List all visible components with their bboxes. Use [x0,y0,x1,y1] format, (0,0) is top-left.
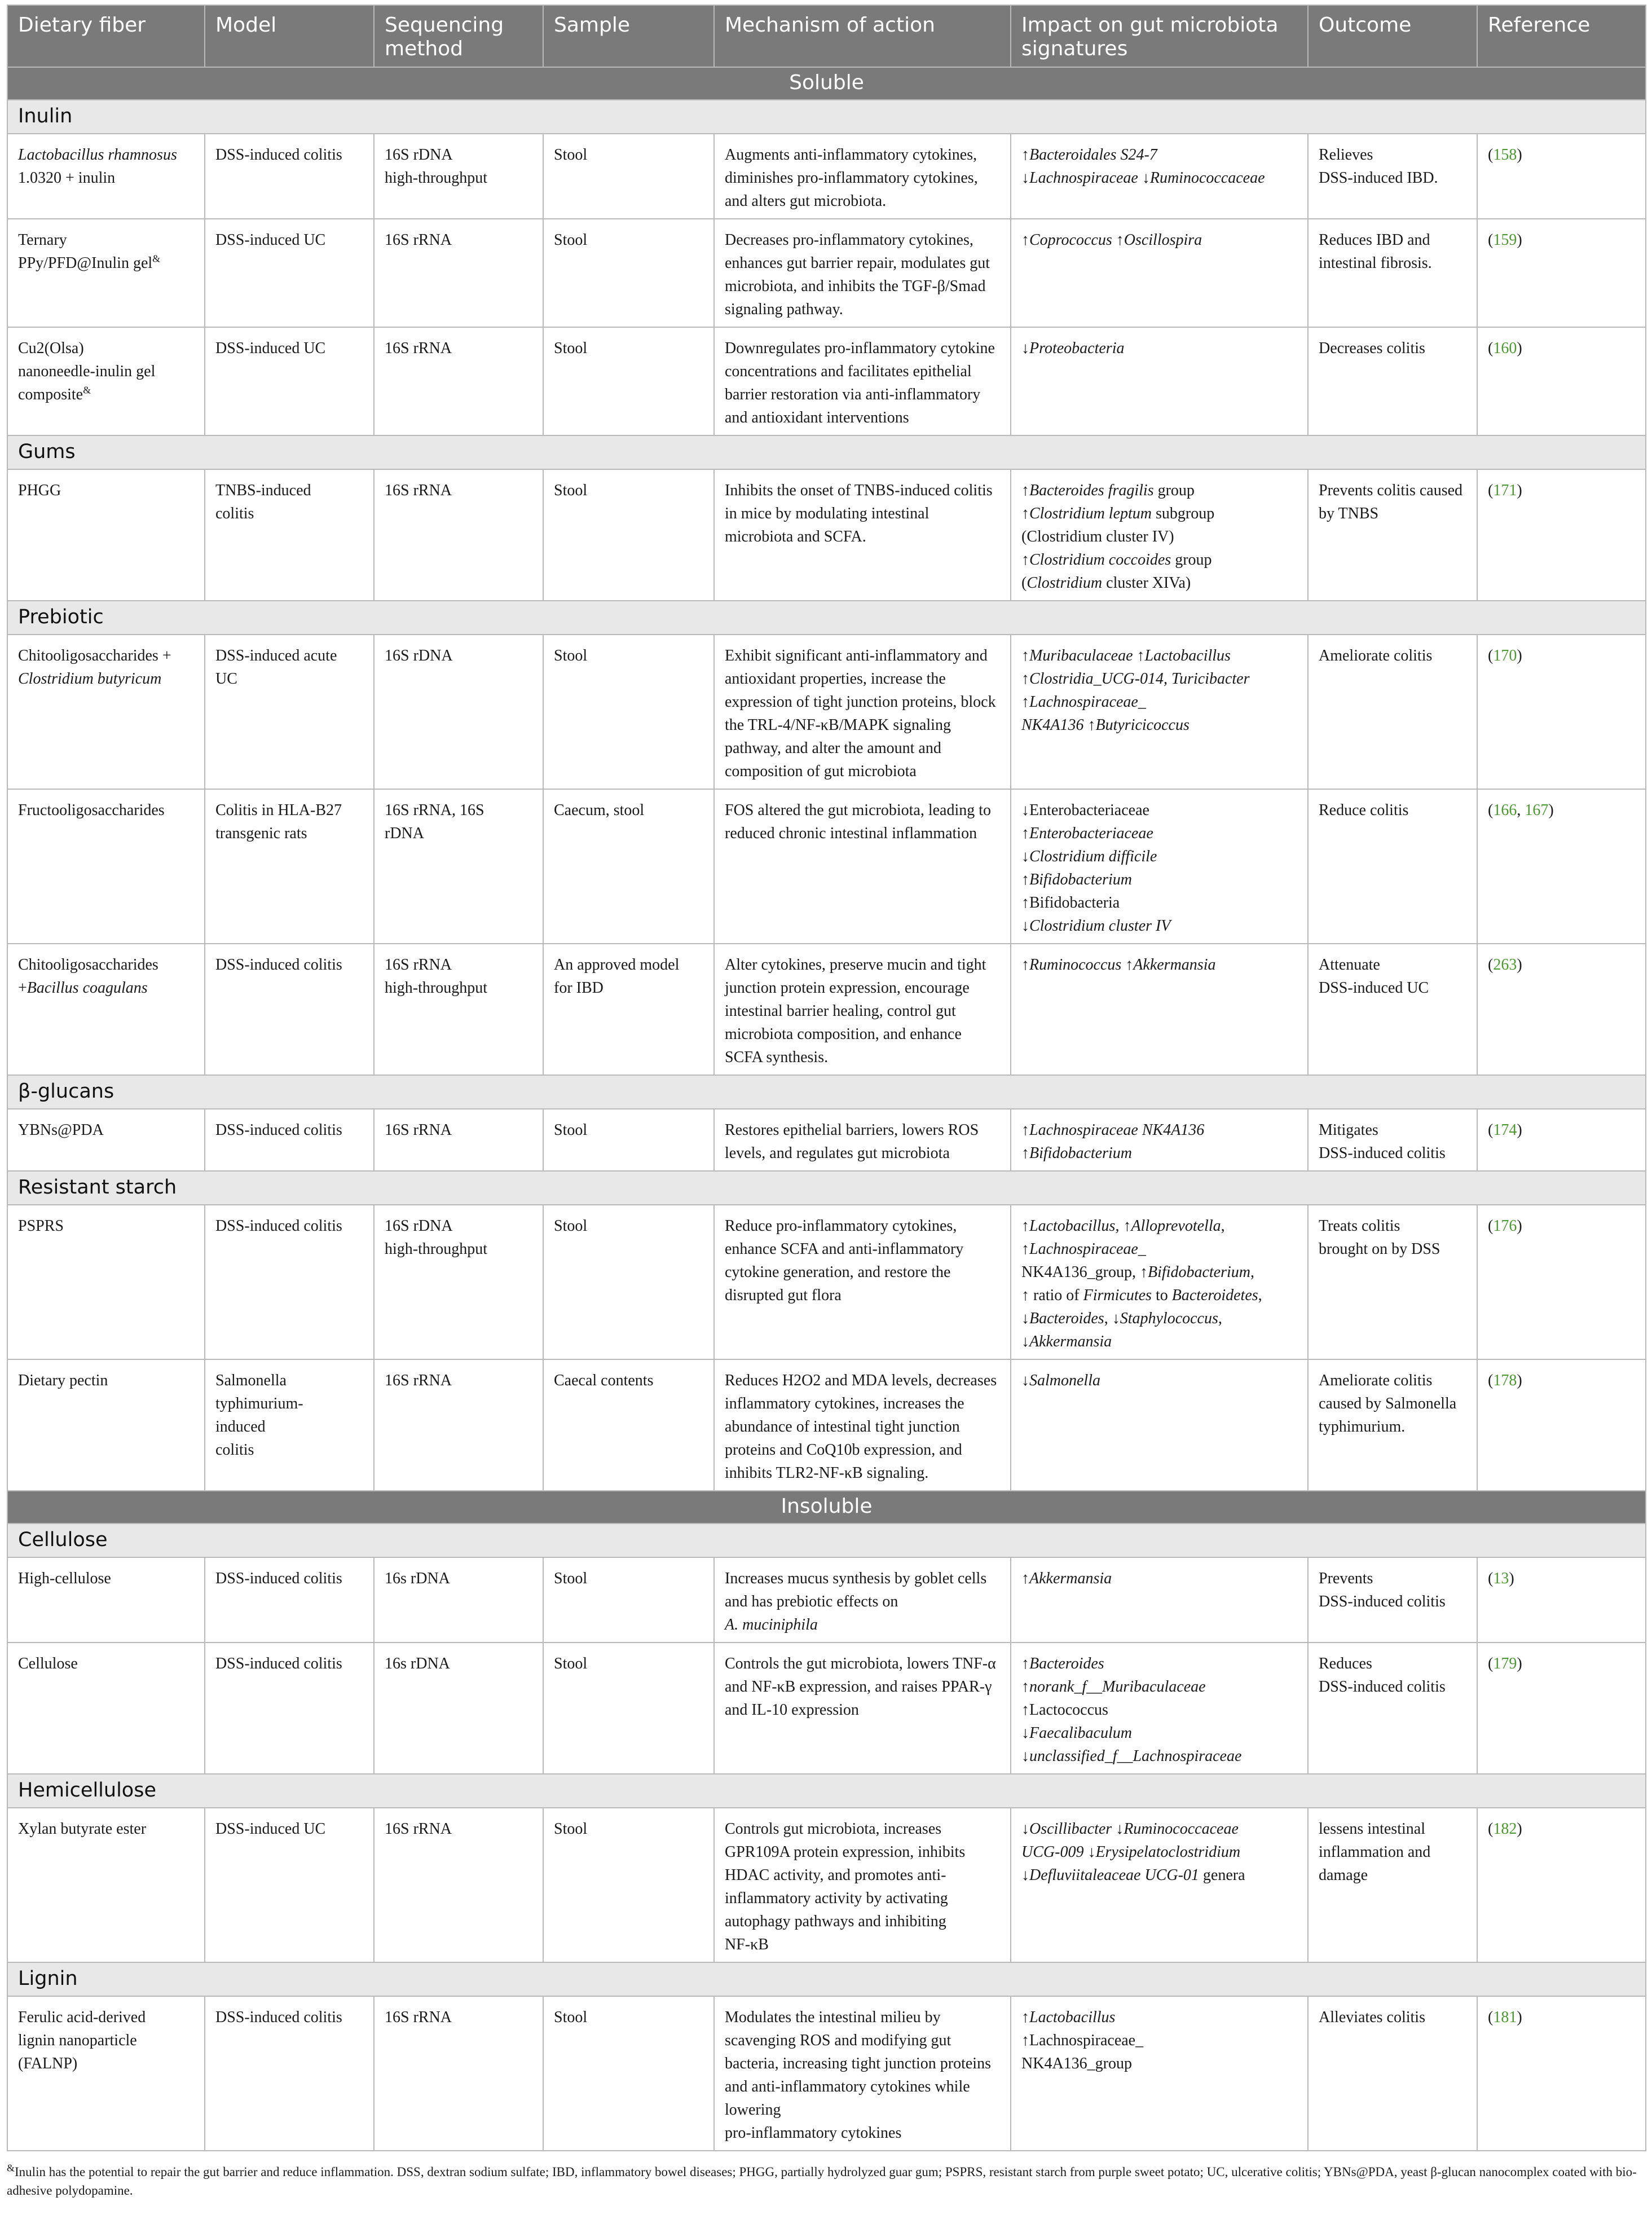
table-container [7,5,1645,2200]
cell-impact: ↑Bacteroides fragilis group ↑Clostridium leptum subgroup (Clostridium cluster IV) ↑Clostridium coccoides group (Clostridium cluster XIVa) [1011,469,1308,601]
cell-fiber: Xylan butyrate ester [7,1808,205,1962]
cell-mechanism: Reduce pro-inflammatory cytokines, enhance SCFA and anti-inflammatory cytokine generation, and restore the disrupted gut flora [714,1205,1011,1359]
cell-model: DSS-induced UC [205,327,374,435]
cell-fiber: High-cellulose [7,1557,205,1643]
cell-model: DSS-induced colitis [205,1643,374,1774]
cell-reference: (182) [1477,1808,1646,1962]
cell-method: 16S rRNA [374,1808,543,1962]
cell-sample: Stool [543,1205,714,1359]
cell-reference: (181) [1477,1996,1646,2151]
cell-fiber: Dietary pectin [7,1359,205,1491]
cell-sample: Stool [543,1996,714,2151]
cell-model: TNBS-induced colitis [205,469,374,601]
table-row [7,1808,1646,1962]
table-row [7,469,1646,601]
cell-impact: ↓Enterobacteriaceae ↑Enterobacteriaceae ↓Clostridium difficile ↑Bifidobacterium ↑Bifidobacteria ↓Clostridium cluster IV [1011,789,1308,944]
cell-fiber: PSPRS [7,1205,205,1359]
table-row [7,327,1646,435]
column-header: Reference [1477,5,1646,67]
cell-sample: Stool [543,1643,714,1774]
cell-fiber: Cu2(Olsa) nanoneedle-inulin gel composite& [7,327,205,435]
cell-mechanism: Controls the gut microbiota, lowers TNF-α and NF-κB expression, and raises PPAR-γ and IL-10 expression [714,1643,1011,1774]
table-row [7,635,1646,789]
column-header: Impact on gut microbiota signatures [1011,5,1308,67]
cell-reference: (263) [1477,944,1646,1075]
cell-impact: ↑Coprococcus ↑Oscillospira [1011,219,1308,327]
cell-fiber: PHGG [7,469,205,601]
cell-reference: (170) [1477,635,1646,789]
cell-impact: ↓Oscillibacter ↓Ruminococcaceae UCG-009 ↓Erysipelatoclostridium ↓Defluviitaleaceae UCG-01 genera [1011,1808,1308,1962]
cell-sample: Stool [543,219,714,327]
cell-mechanism: Exhibit significant anti-inflammatory and antioxidant properties, increase the expression of tight junction proteins, block the TRL-4/NF-κB/MAPK signaling pathway, and alter the amount and composition of gut microbiota [714,635,1011,789]
cell-impact: ↑Muribaculaceae ↑Lactobacillus ↑Clostridia_UCG-014, Turicibacter ↑Lachnospiraceae_ NK4A136 ↑Butyricicoccus [1011,635,1308,789]
column-header: Outcome [1308,5,1477,67]
cell-impact: ↑Ruminococcus ↑Akkermansia [1011,944,1308,1075]
cell-impact: ↑Bacteroides ↑norank_f__Muribaculaceae ↑Lactococcus ↓Faecalibaculum ↓unclassified_f__Lachnospiraceae [1011,1643,1308,1774]
cell-method: 16S rRNA [374,327,543,435]
cell-outcome: Ameliorate colitis [1308,635,1477,789]
cell-reference: (174) [1477,1109,1646,1171]
table-body [7,67,1646,2151]
cell-outcome: Ameliorate colitis caused by Salmonella typhimurium. [1308,1359,1477,1491]
cell-model: DSS-induced colitis [205,1205,374,1359]
cell-method: 16S rRNA [374,219,543,327]
cell-outcome: Relieves DSS-induced IBD. [1308,134,1477,219]
cell-outcome: Treats colitis brought on by DSS [1308,1205,1477,1359]
table-row [7,789,1646,944]
cell-outcome: Prevents DSS-induced colitis [1308,1557,1477,1643]
category-label: Soluble [7,67,1646,100]
cell-reference: (176) [1477,1205,1646,1359]
cell-impact: ↑Bacteroidales S24-7 ↓Lachnospiraceae ↓Ruminococcaceae [1011,134,1308,219]
cell-method: 16S rDNA high-throughput [374,1205,543,1359]
cell-mechanism: FOS altered the gut microbiota, leading to reduced chronic intestinal inflammation [714,789,1011,944]
group-row [7,100,1646,134]
cell-outcome: Alleviates colitis [1308,1996,1477,2151]
cell-sample: Stool [543,1109,714,1171]
table-row [7,219,1646,327]
cell-impact: ↓Salmonella [1011,1359,1308,1491]
cell-model: DSS-induced colitis [205,1557,374,1643]
category-row [7,67,1646,100]
cell-mechanism: Augments anti-inflammatory cytokines, diminishes pro-inflammatory cytokines, and alters gut microbiota. [714,134,1011,219]
cell-sample: Stool [543,134,714,219]
cell-impact: ↑Lactobacillus, ↑Alloprevotella, ↑Lachnospiraceae_ NK4A136_group, ↑Bifidobacterium, ↑ ratio of Firmicutes to Bacteroidetes, ↓Bacteroides, ↓Staphylococcus, ↓Akkermansia [1011,1205,1308,1359]
group-row [7,601,1646,635]
cell-impact: ↑Akkermansia [1011,1557,1308,1643]
group-label: Gums [7,435,1646,469]
cell-outcome: Prevents colitis caused by TNBS [1308,469,1477,601]
cell-reference: (160) [1477,327,1646,435]
table-row [7,1557,1646,1643]
table-row [7,1109,1646,1171]
cell-outcome: Reduce colitis [1308,789,1477,944]
column-header: Mechanism of action [714,5,1011,67]
group-row [7,1524,1646,1557]
cell-impact: ↓Proteobacteria [1011,327,1308,435]
cell-outcome: Attenuate DSS-induced UC [1308,944,1477,1075]
cell-reference: (171) [1477,469,1646,601]
cell-outcome: lessens intestinal inflammation and damage [1308,1808,1477,1962]
cell-mechanism: Modulates the intestinal milieu by scavenging ROS and modifying gut bacteria, increasing tight junction proteins and anti-inflammatory cytokines while lowering pro-inflammatory cytokines [714,1996,1011,2151]
group-label: Cellulose [7,1524,1646,1557]
cell-method: 16S rRNA [374,469,543,601]
cell-model: Colitis in HLA-B27 transgenic rats [205,789,374,944]
cell-outcome: Reduces IBD and intestinal fibrosis. [1308,219,1477,327]
cell-reference: (179) [1477,1643,1646,1774]
cell-model: DSS-induced colitis [205,1109,374,1171]
group-row [7,1075,1646,1109]
group-label: Resistant starch [7,1171,1646,1205]
cell-model: Salmonella typhimurium- induced colitis [205,1359,374,1491]
category-label: Insoluble [7,1491,1646,1524]
cell-reference: (158) [1477,134,1646,219]
group-row [7,435,1646,469]
cell-method: 16s rDNA [374,1643,543,1774]
cell-outcome: Reduces DSS-induced colitis [1308,1643,1477,1774]
cell-fiber: Fructooligosaccharides [7,789,205,944]
cell-sample: An approved model for IBD [543,944,714,1075]
group-row [7,1962,1646,1996]
cell-method: 16S rRNA [374,1109,543,1171]
cell-mechanism: Increases mucus synthesis by goblet cells and has prebiotic effects on A. muciniphila [714,1557,1011,1643]
cell-method: 16S rRNA [374,1359,543,1491]
cell-method: 16S rRNA, 16S rDNA [374,789,543,944]
cell-sample: Stool [543,1808,714,1962]
fiber-table [7,5,1646,2151]
cell-sample: Stool [543,1557,714,1643]
cell-sample: Stool [543,327,714,435]
group-row [7,1774,1646,1808]
cell-sample: Caecum, stool [543,789,714,944]
cell-fiber: Ferulic acid-derived lignin nanoparticle (FALNP) [7,1996,205,2151]
table-row [7,134,1646,219]
column-header: Dietary fiber [7,5,205,67]
cell-model: DSS-induced colitis [205,134,374,219]
group-label: Prebiotic [7,601,1646,635]
column-header: Sample [543,5,714,67]
group-row [7,1171,1646,1205]
cell-fiber: Lactobacillus rhamnosus 1.0320 + inulin [7,134,205,219]
header-row [7,5,1646,67]
cell-method: 16S rRNA [374,1996,543,2151]
table-row [7,1359,1646,1491]
cell-model: DSS-induced colitis [205,944,374,1075]
table-row [7,1205,1646,1359]
group-label: Lignin [7,1962,1646,1996]
cell-mechanism: Alter cytokines, preserve mucin and tight junction protein expression, encourage intestinal barrier healing, control gut microbiota composition, and enhance SCFA synthesis. [714,944,1011,1075]
cell-sample: Stool [543,635,714,789]
cell-model: DSS-induced UC [205,1808,374,1962]
cell-mechanism: Reduces H2O2 and MDA levels, decreases inflammatory cytokines, increases the abundance of intestinal tight junction proteins and CoQ10b expression, and inhibits TLR2-NF-κB signaling. [714,1359,1011,1491]
cell-fiber: Cellulose [7,1643,205,1774]
cell-reference: (13) [1477,1557,1646,1643]
cell-mechanism: Downregulates pro-inflammatory cytokine concentrations and facilitates epithelial barrier restoration via anti-inflammatory and antioxidant interventions [714,327,1011,435]
table-row [7,944,1646,1075]
cell-method: 16S rDNA high-throughput [374,134,543,219]
group-label: β-glucans [7,1075,1646,1109]
cell-method: 16S rDNA [374,635,543,789]
cell-reference: (166, 167) [1477,789,1646,944]
group-label: Hemicellulose [7,1774,1646,1808]
cell-fiber: Ternary PPy/PFD@Inulin gel& [7,219,205,327]
cell-impact: ↑Lactobacillus ↑Lachnospiraceae_ NK4A136_group [1011,1996,1308,2151]
cell-mechanism: Restores epithelial barriers, lowers ROS levels, and regulates gut microbiota [714,1109,1011,1171]
cell-sample: Caecal contents [543,1359,714,1491]
cell-fiber: YBNs@PDA [7,1109,205,1171]
cell-model: DSS-induced acute UC [205,635,374,789]
cell-sample: Stool [543,469,714,601]
cell-model: DSS-induced colitis [205,1996,374,2151]
column-header: Sequencing method [374,5,543,67]
cell-mechanism: Decreases pro-inflammatory cytokines, enhances gut barrier repair, modulates gut microbiota, and inhibits the TGF-β/Smad signaling pathway. [714,219,1011,327]
group-label: Inulin [7,100,1646,134]
cell-outcome: Decreases colitis [1308,327,1477,435]
table-row [7,1643,1646,1774]
cell-mechanism: Controls gut microbiota, increases GPR109A protein expression, inhibits HDAC activity, and promotes anti-inflammatory activity by activating autophagy pathways and inhibiting NF-κB [714,1808,1011,1962]
column-header: Model [205,5,374,67]
cell-fiber: Chitooligosaccharides + Clostridium butyricum [7,635,205,789]
cell-reference: (178) [1477,1359,1646,1491]
cell-model: DSS-induced UC [205,219,374,327]
table-header [7,5,1646,67]
cell-method: 16s rDNA [374,1557,543,1643]
table-row [7,1996,1646,2151]
cell-outcome: Mitigates DSS-induced colitis [1308,1109,1477,1171]
cell-mechanism: Inhibits the onset of TNBS-induced colitis in mice by modulating intestinal microbiota and SCFA. [714,469,1011,601]
cell-method: 16S rRNA high-throughput [374,944,543,1075]
cell-impact: ↑Lachnospiraceae NK4A136 ↑Bifidobacterium [1011,1109,1308,1171]
cell-fiber: Chitooligosaccharides +Bacillus coagulans [7,944,205,1075]
category-row [7,1491,1646,1524]
table-footnote: &Inulin has the potential to repair the gut barrier and reduce inflammation. DSS, dextran sodium sulfate; IBD, inflammatory bowel diseases; PHGG, partially hydrolyzed guar gum; PSPRS, resistant starch from purple sweet potato; UC, ulcerative colitis; YBNs@PDA, yeast β-glucan nanocomplex coated with bio-adhesive polydopamine. [7,2162,1637,2198]
cell-reference: (159) [1477,219,1646,327]
